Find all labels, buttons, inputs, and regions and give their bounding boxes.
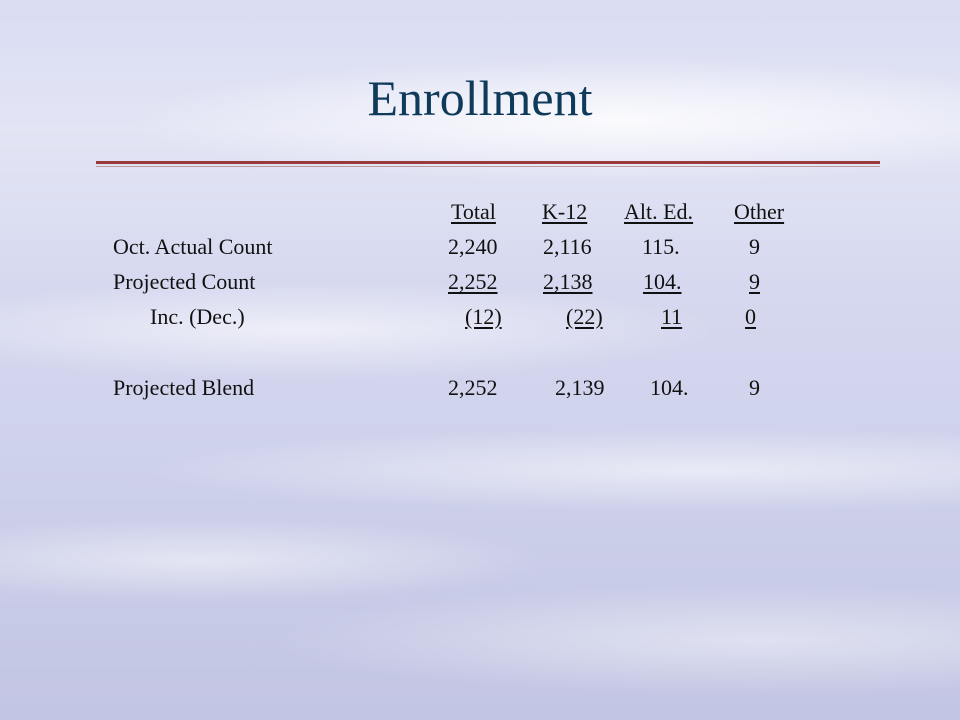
cell-projected-total: 2,252 (448, 269, 498, 294)
row-label-projected-blend: Projected Blend (113, 375, 255, 400)
cell-inc-total: (12) (465, 304, 502, 329)
title-divider-shadow (96, 166, 880, 167)
slide-title: Enrollment (367, 70, 593, 126)
cell-inc-other: 0 (745, 304, 756, 329)
header-alt-ed: Alt. Ed. (624, 199, 694, 224)
cell-blend-k12: 2,139 (555, 375, 605, 400)
cell-blend-total: 2,252 (448, 375, 498, 400)
cell-projected-other: 9 (749, 269, 760, 294)
cell-projected-alt-ed: 104. (643, 269, 682, 294)
cell-projected-k12: 2,138 (543, 269, 593, 294)
cell-oct-total: 2,240 (448, 234, 498, 259)
cell-oct-k12: 2,116 (543, 234, 592, 259)
header-total: Total (451, 199, 496, 224)
cell-oct-other: 9 (749, 234, 760, 259)
title-divider (96, 161, 880, 164)
cell-inc-alt-ed: 11 (661, 304, 683, 329)
row-label-oct-actual-count: Oct. Actual Count (113, 234, 273, 259)
header-other: Other (734, 199, 785, 224)
cell-oct-alt-ed: 115. (642, 234, 680, 259)
cell-inc-k12: (22) (566, 304, 603, 329)
cell-blend-alt-ed: 104. (650, 375, 689, 400)
row-label-inc-dec: Inc. (Dec.) (150, 304, 245, 329)
header-k12: K-12 (542, 199, 588, 224)
row-label-projected-count: Projected Count (113, 269, 256, 294)
cell-blend-other: 9 (749, 375, 760, 400)
